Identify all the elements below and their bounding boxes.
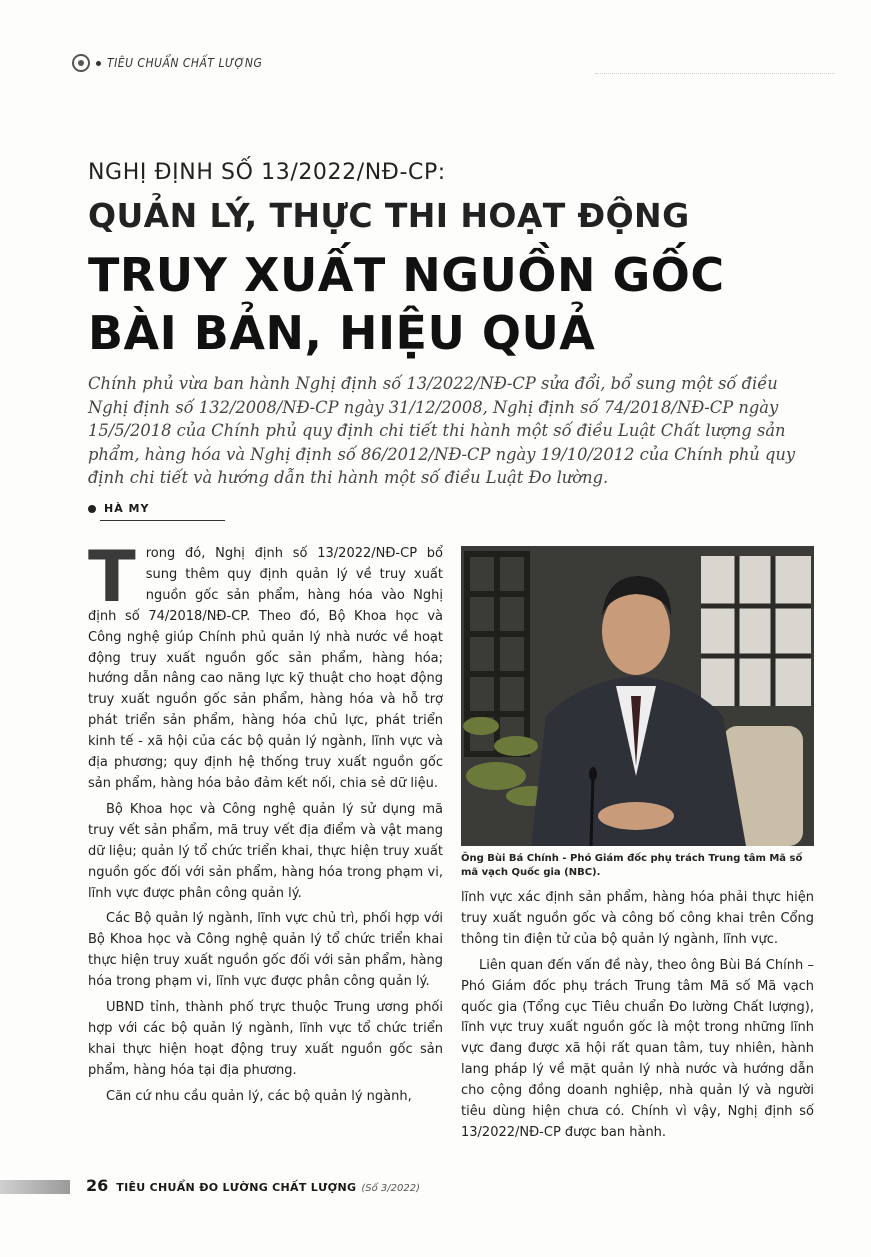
article-title-line1: QUẢN LÝ, THỰC THI HOẠT ĐỘNG	[88, 196, 690, 235]
body-paragraph: Trong đó, Nghị định số 13/2022/NĐ-CP bổ sung thêm quy định quản lý về truy xuất nguồn gốc sản phẩm, hàng hóa vào Nghị định số 74/2018/NĐ-CP. Theo đó, Bộ Khoa học và Công nghệ giúp Chính phủ quản lý nhà nước về hoạt động truy xuất nguồn gốc sản phẩm, hàng hóa; hướng dẫn nâng cao năng lực kỹ thuật cho hoạt động truy xuất nguồn gốc sản phẩm, hàng hóa và hỗ trợ phát triển sản phẩm, hàng hóa chủ lực, phát triển kinh tế - xã hội của các bộ quản lý ngành, lĩnh vực và địa phương; quy định hệ thống truy xuất nguồn gốc sản phẩm, hàng hóa bảo đảm kết nối, chia sẻ dữ liệu.	[88, 536, 443, 791]
section-title: TIÊU CHUẨN CHẤT LƯỢNG	[107, 56, 263, 70]
header-rule	[595, 73, 835, 76]
page-number: 26	[86, 1176, 109, 1195]
bullet-icon	[96, 61, 101, 66]
body-column-left	[88, 536, 443, 1113]
body-paragraph: Căn cứ nhu cầu quản lý, các bộ quản lý ngành,	[106, 1088, 412, 1104]
author-bullet-icon	[88, 505, 96, 513]
article-title-line3: BÀI BẢN, HIỆU QUẢ	[88, 306, 596, 360]
section-header	[72, 50, 262, 76]
body-column-right	[461, 888, 814, 1149]
article-kicker: NGHỊ ĐỊNH SỐ 13/2022/NĐ-CP:	[88, 160, 446, 185]
body-paragraph: Liên quan đến vấn đề này, theo ông Bùi Bá Chính – Phó Giám đốc phụ trách Trung tâm Mã số Mã vạch quốc gia (Tổng cục Tiêu chuẩn Đo lường Chất lượng), lĩnh vực truy xuất nguồn gốc là một trong những lĩnh vực đang được xã hội rất quan tâm, tuy nhiên, hành lang pháp lý về mặt quản lý nhà nước và hướng dẫn cho cộng đồng doanh nghiệp, nhà quản lý và người tiêu dùng hiện chưa có. Chính vì vậy, Nghị định số 13/2022/NĐ-CP được ban hành.	[461, 957, 814, 1140]
page-footer	[86, 1176, 420, 1195]
author-byline	[88, 502, 149, 515]
author-rule	[100, 520, 225, 521]
portrait-photo	[461, 546, 814, 846]
issue-number: (Số 3/2022)	[361, 1183, 420, 1194]
body-paragraph: lĩnh vực xác định sản phẩm, hàng hóa phải thực hiện truy xuất nguồn gốc và công bố công khai trên Cổng thông tin điện tử của bộ quản lý ngành, lĩnh vực.	[461, 890, 814, 947]
photo-caption: Ông Bùi Bá Chính - Phó Giám đốc phụ trách Trung tâm Mã số mã vạch Quốc gia (NBC).	[461, 853, 803, 878]
body-paragraph: Bộ Khoa học và Công nghệ quản lý sử dụng mã truy vết sản phẩm, mã truy vết địa điểm và vật mang dữ liệu; quản lý tổ chức triển khai, thực hiện truy xuất nguồn gốc đối với sản phẩm, hàng hóa trong phạm vi, lĩnh vực được phân công quản lý.	[88, 801, 443, 901]
author-name: HÀ MY	[104, 502, 150, 515]
portrait-illustration	[461, 546, 814, 846]
article-lede: Chính phủ vừa ban hành Nghị định số 13/2022/NĐ-CP sửa đổi, bổ sung một số điều Nghị định số 132/2008/NĐ-CP ngày 31/12/2008, Nghị định số 74/2018/NĐ-CP ngày 15/5/2018 của Chính phủ quy định chi tiết thi hành một số điều Luật Chất lượng sản phẩm, hàng hóa và Nghị định số 86/2012/NĐ-CP ngày 19/10/2012 của Chính phủ quy định chi tiết và hướng dẫn thi hành một số điều Luật Đo lường.	[88, 374, 796, 488]
footer-bar	[0, 1180, 70, 1194]
magazine-name: TIÊU CHUẨN ĐO LƯỜNG CHẤT LƯỢNG	[116, 1181, 357, 1194]
drop-cap: T	[88, 536, 136, 618]
body-paragraph: UBND tỉnh, thành phố trực thuộc Trung ương phối hợp với các bộ quản lý ngành, lĩnh vực tổ chức triển khai thực hiện hoạt động truy xuất nguồn gốc sản phẩm, hàng hóa tại địa phương.	[88, 1000, 443, 1078]
magazine-logo-icon	[72, 54, 90, 72]
article-title-line2: TRUY XUẤT NGUỒN GỐC	[88, 248, 725, 302]
body-paragraph: Các Bộ quản lý ngành, lĩnh vực chủ trì, phối hợp với Bộ Khoa học và Công nghệ quản lý tổ chức triển khai thực hiện truy xuất nguồn gốc đối với sản phẩm, hàng hóa trong phạm vi, lĩnh vực được phân công quản lý.	[88, 911, 443, 990]
